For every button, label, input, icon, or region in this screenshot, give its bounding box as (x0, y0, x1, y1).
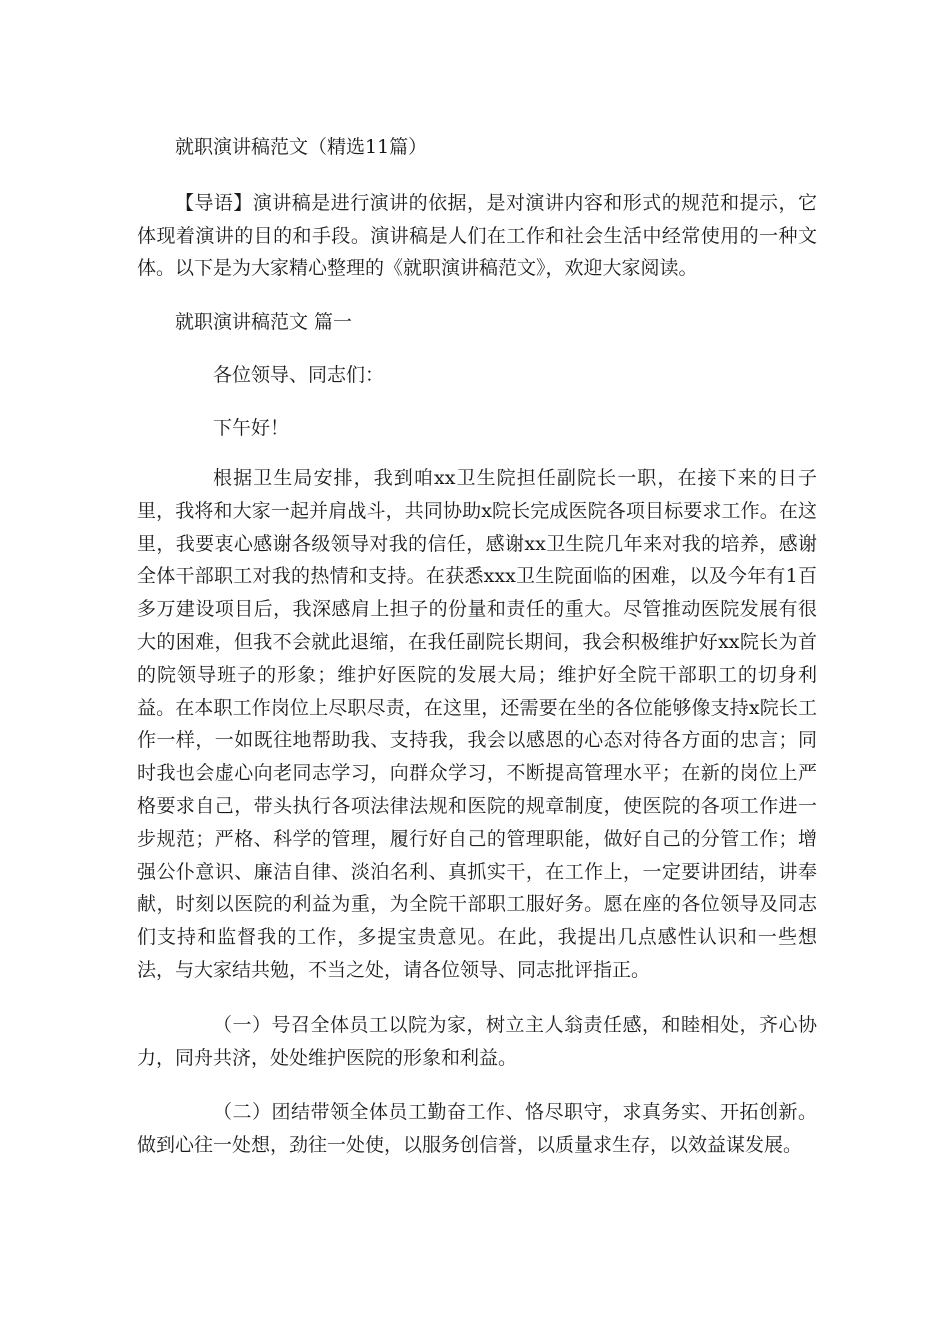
section-title: 就职演讲稿范文 篇一 (175, 310, 353, 333)
document-title: 就职演讲稿范文（精选11篇） (175, 136, 428, 158)
greeting: 下午好！ (213, 416, 290, 439)
list-item: （一）号召全体员工以院为家，树立主人翁责任感，和睦相处，齐心协力，同舟共济，处处维护医院的形象和利益。 (137, 1013, 817, 1069)
intro-paragraph: 【导语】演讲稿是进行演讲的依据，是对演讲内容和形式的规范和提示，它体现着演讲的目的和手段。演讲稿是人们在工作和社会生活中经常使用的一种文体。以下是为大家精心整理的《就职演讲稿范文》，欢迎大家阅读。 (137, 192, 817, 279)
speech-body-paragraph: 根据卫生局安排，我到咱xx卫生院担任副院长一职，在接下来的日子里，我将和大家一起并肩战斗，共同协助x院长完成医院各项目标要求工作。在这里，我要衷心感谢各级领导对我的信任，感谢xx卫生院几年来对我的培养，感谢全体干部职工对我的热情和支持。在获悉xxx卫生院面临的困难，以及今年有1百多万建设项目后，我深感肩上担子的份量和责任的重大。尽管推动医院发展有很大的困难，但我不会就此退缩，在我任副院长期间，我会积极维护好xx院长为首的院领导班子的形象；维护好医院的发展大局；维护好全院干部职工的切身利益。在本职工作岗位上尽职尽责，在这里，还需要在坐的各位能够像支持x院长工作一样，一如既往地帮助我、支持我，我会以感恩的心态对待各方面的忠言；同时我也会虚心向老同志学习，向群众学习，不断提高管理水平；在新的岗位上严格要求自己，带头执行各项法律法规和医院的规章制度，使医院的各项工作进一步规范；严格、科学的管理，履行好自己的管理职能，做好自己的分管工作；增强公仆意识、廉洁自律、淡泊名利、真抓实干，在工作上，一定要讲团结，讲奉献，时刻以医院的利益为重，为全院干部职工服好务。愿在座的各位领导及同志们支持和监督我的工作，多提宝贵意见。在此，我提出几点感性认识和一些想法，与大家结共勉，不当之处，请各位领导、同志批评指正。 (137, 467, 817, 981)
list-item: （二）团结带领全体员工勤奋工作、恪尽职守，求真务实、开拓创新。做到心往一处想，劲往一处使，以服务创信誉，以质量求生存，以效益谋发展。 (137, 1101, 817, 1157)
salutation: 各位领导、同志们： (213, 364, 385, 386)
document-body (137, 131, 817, 1162)
